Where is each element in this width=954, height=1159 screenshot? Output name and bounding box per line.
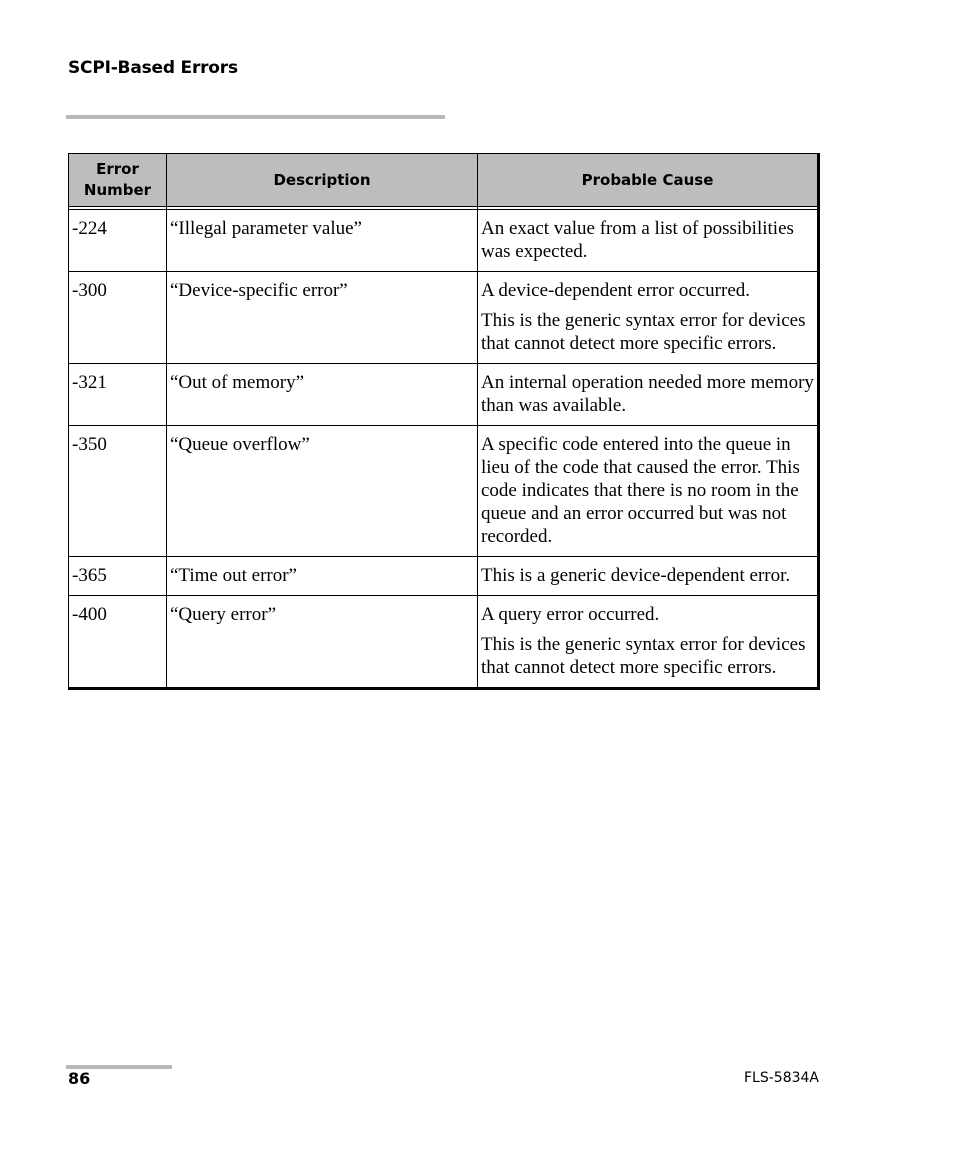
document-id: FLS-5834A: [744, 1070, 819, 1086]
cause-paragraph: A specific code entered into the queue in lieu of the code that caused the error. This code indicates that there is no room in the queue and an error occurred but was not recorded.: [481, 434, 800, 547]
table-row: [69, 596, 819, 689]
cause-paragraph: This is a generic device-dependent error.: [481, 565, 791, 586]
probable-cause-cell: [478, 210, 819, 272]
error-number-cell: -224: [69, 210, 167, 272]
section-title: SCPI-Based Errors: [68, 58, 238, 78]
cause-paragraph: An internal operation needed more memory than was available.: [481, 372, 814, 416]
page-number: 86: [68, 1069, 91, 1088]
error-number-cell: -300: [69, 272, 167, 364]
title-rule: [66, 115, 445, 119]
cause-paragraph: A query error occurred.: [481, 604, 660, 625]
probable-cause-cell: [478, 364, 819, 426]
error-number-cell: -400: [69, 596, 167, 689]
cause-paragraph: This is the generic syntax error for devices that cannot detect more specific errors.: [481, 634, 806, 678]
table-row: [69, 364, 819, 426]
column-header-probable-cause: Probable Cause: [478, 154, 819, 207]
probable-cause-cell: [478, 557, 819, 596]
description-cell: “Query error”: [167, 596, 478, 689]
cause-paragraph: This is the generic syntax error for devices that cannot detect more specific errors.: [481, 310, 806, 354]
description-cell: “Out of memory”: [167, 364, 478, 426]
table-row: [69, 426, 819, 557]
cause-paragraph: An exact value from a list of possibilities was expected.: [481, 218, 794, 262]
error-table-container: [68, 153, 818, 690]
error-number-cell: -350: [69, 426, 167, 557]
description-cell: “Time out error”: [167, 557, 478, 596]
error-number-cell: -321: [69, 364, 167, 426]
probable-cause-cell: [478, 426, 819, 557]
table-header-row: [69, 154, 819, 207]
description-cell: “Illegal parameter value”: [167, 210, 478, 272]
table-row: [69, 272, 819, 364]
probable-cause-cell: [478, 272, 819, 364]
error-table: [68, 153, 820, 690]
description-cell: “Device-specific error”: [167, 272, 478, 364]
table-row: [69, 557, 819, 596]
column-header-description: Description: [167, 154, 478, 207]
cause-paragraph: A device-dependent error occurred.: [481, 280, 751, 301]
probable-cause-cell: [478, 596, 819, 689]
column-header-error-number: Error Number: [69, 154, 167, 207]
error-number-cell: -365: [69, 557, 167, 596]
description-cell: “Queue overflow”: [167, 426, 478, 557]
table-row: [69, 210, 819, 272]
